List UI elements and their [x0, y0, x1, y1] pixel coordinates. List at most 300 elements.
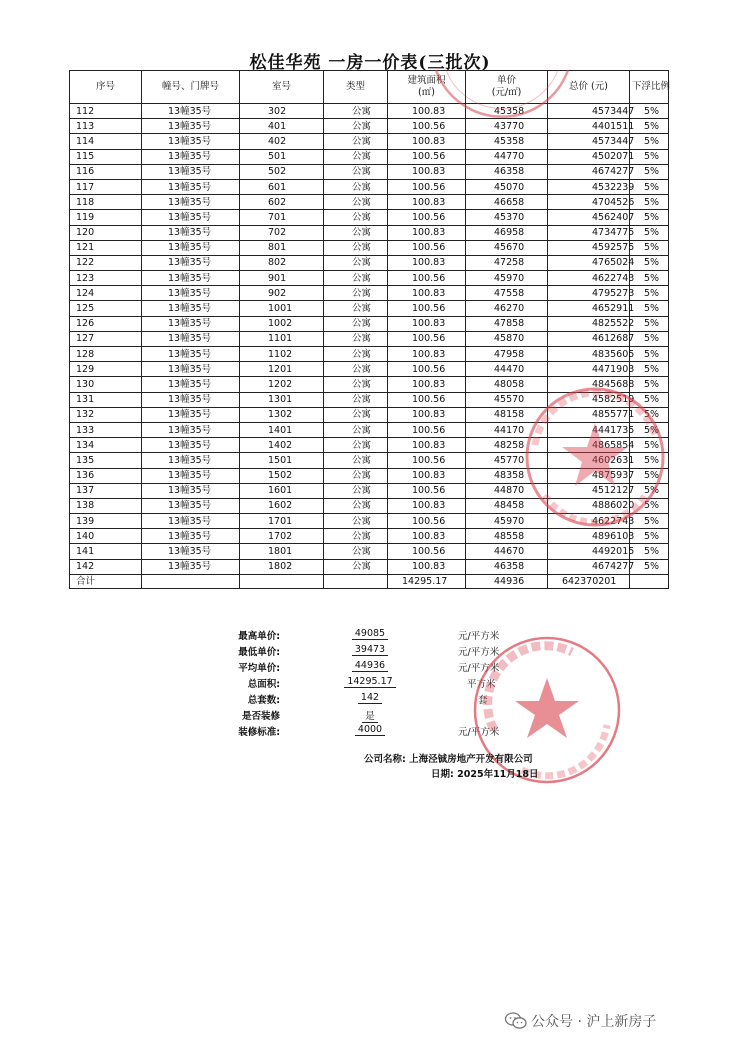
row-unit-price: 44870	[466, 483, 548, 498]
row-unit-price: 45970	[466, 514, 548, 529]
row-type: 公寓	[324, 210, 388, 225]
row-float-ratio: 5%	[630, 149, 669, 164]
row-building: 13幢35号	[142, 210, 240, 225]
row-type: 公寓	[324, 483, 388, 498]
row-type: 公寓	[324, 195, 388, 210]
row-type: 公寓	[324, 544, 388, 559]
row-float-ratio: 5%	[630, 377, 669, 392]
row-float-ratio: 5%	[630, 498, 669, 513]
table-row	[70, 255, 669, 270]
row-seq: 118	[70, 195, 142, 210]
row-building: 13幢35号	[142, 240, 240, 255]
row-total-price: 4865854	[548, 438, 630, 453]
row-float-ratio: 5%	[630, 255, 669, 270]
row-seq: 126	[70, 316, 142, 331]
row-type: 公寓	[324, 286, 388, 301]
row-seq: 136	[70, 468, 142, 483]
table-row	[70, 195, 669, 210]
row-room: 601	[240, 179, 324, 194]
row-seq: 131	[70, 392, 142, 407]
row-area: 100.83	[388, 347, 466, 362]
row-seq: 124	[70, 286, 142, 301]
row-float-ratio: 5%	[630, 104, 669, 119]
summary-decoration-standard: 装修标准: 4000 元/平方米	[238, 724, 500, 738]
company-name-value: 上海泾铖房地产开发有限公司	[409, 754, 533, 765]
date-value: 2025年11月18日	[457, 769, 539, 780]
row-building: 13幢35号	[142, 407, 240, 422]
row-area: 100.83	[388, 164, 466, 179]
row-type: 公寓	[324, 529, 388, 544]
row-total-price: 4512127	[548, 483, 630, 498]
row-seq: 127	[70, 331, 142, 346]
row-float-ratio: 5%	[630, 468, 669, 483]
row-unit-price: 48358	[466, 468, 548, 483]
header-area-line1: 建筑面积	[407, 75, 446, 86]
total-area: 14295.17	[388, 574, 466, 588]
row-building: 13幢35号	[142, 149, 240, 164]
row-seq: 140	[70, 529, 142, 544]
row-seq: 115	[70, 149, 142, 164]
row-unit-price: 46658	[466, 195, 548, 210]
row-room: 1201	[240, 362, 324, 377]
row-total-price: 4652911	[548, 301, 630, 316]
min-price-value: 39473	[352, 644, 388, 656]
row-float-ratio: 5%	[630, 119, 669, 134]
row-seq: 119	[70, 210, 142, 225]
row-area: 100.56	[388, 362, 466, 377]
row-unit-price: 48058	[466, 377, 548, 392]
row-seq: 117	[70, 179, 142, 194]
header-float-ratio: 下浮比例	[630, 71, 669, 104]
row-area: 100.56	[388, 331, 466, 346]
header-area-line2: (㎡)	[418, 87, 435, 98]
company-name	[364, 751, 533, 765]
row-total-price: 4845688	[548, 377, 630, 392]
row-unit-price: 45570	[466, 392, 548, 407]
total-units-value: 142	[358, 692, 382, 704]
row-type: 公寓	[324, 498, 388, 513]
row-area: 100.83	[388, 377, 466, 392]
row-type: 公寓	[324, 331, 388, 346]
row-total-price: 4471903	[548, 362, 630, 377]
row-seq: 123	[70, 271, 142, 286]
row-building: 13幢35号	[142, 179, 240, 194]
row-seq: 139	[70, 514, 142, 529]
row-type: 公寓	[324, 149, 388, 164]
row-total-price: 4582519	[548, 392, 630, 407]
row-area: 100.83	[388, 468, 466, 483]
row-type: 公寓	[324, 316, 388, 331]
total-avg-price: 44936	[466, 574, 548, 588]
row-type: 公寓	[324, 301, 388, 316]
row-type: 公寓	[324, 104, 388, 119]
row-float-ratio: 5%	[630, 529, 669, 544]
row-unit-price: 47558	[466, 286, 548, 301]
row-area: 100.83	[388, 104, 466, 119]
summary-avg-price: 平均单价: 44936 元/平方米	[238, 660, 500, 674]
document-title: 松佳华苑 一房一价表(三批次)	[249, 53, 491, 73]
row-room: 1301	[240, 392, 324, 407]
row-room: 901	[240, 271, 324, 286]
row-building: 13幢35号	[142, 225, 240, 240]
row-total-price: 4734775	[548, 225, 630, 240]
row-total-price: 4674277	[548, 559, 630, 574]
row-float-ratio: 5%	[630, 271, 669, 286]
row-type: 公寓	[324, 559, 388, 574]
row-room: 1002	[240, 316, 324, 331]
row-building: 13幢35号	[142, 514, 240, 529]
row-type: 公寓	[324, 271, 388, 286]
row-room: 1701	[240, 514, 324, 529]
header-room: 室号	[240, 71, 324, 104]
row-building: 13幢35号	[142, 453, 240, 468]
row-type: 公寓	[324, 468, 388, 483]
row-seq: 141	[70, 544, 142, 559]
row-float-ratio: 5%	[630, 225, 669, 240]
row-room: 1101	[240, 331, 324, 346]
row-total-price: 4622743	[548, 514, 630, 529]
row-type: 公寓	[324, 377, 388, 392]
row-type: 公寓	[324, 362, 388, 377]
row-type: 公寓	[324, 514, 388, 529]
row-building: 13幢35号	[142, 255, 240, 270]
row-total-price: 4612687	[548, 331, 630, 346]
total-label: 合计	[70, 574, 142, 588]
row-float-ratio: 5%	[630, 544, 669, 559]
row-unit-price: 45970	[466, 271, 548, 286]
row-area: 100.83	[388, 559, 466, 574]
row-seq: 133	[70, 422, 142, 437]
row-total-price: 4886020	[548, 498, 630, 513]
row-unit-price: 44170	[466, 422, 548, 437]
avg-price-value: 44936	[352, 660, 388, 672]
row-building: 13幢35号	[142, 347, 240, 362]
row-area: 100.83	[388, 316, 466, 331]
row-float-ratio: 5%	[630, 514, 669, 529]
row-float-ratio: 5%	[630, 210, 669, 225]
row-type: 公寓	[324, 347, 388, 362]
row-room: 1401	[240, 422, 324, 437]
row-building: 13幢35号	[142, 559, 240, 574]
row-area: 100.83	[388, 529, 466, 544]
row-building: 13幢35号	[142, 498, 240, 513]
row-room: 1302	[240, 407, 324, 422]
row-building: 13幢35号	[142, 134, 240, 149]
row-float-ratio: 5%	[630, 483, 669, 498]
row-building: 13幢35号	[142, 392, 240, 407]
row-total-price: 4765024	[548, 255, 630, 270]
row-seq: 113	[70, 119, 142, 134]
table-row	[70, 271, 669, 286]
row-room: 602	[240, 195, 324, 210]
row-area: 100.56	[388, 271, 466, 286]
table-row	[70, 119, 669, 134]
table-header	[70, 71, 669, 104]
row-room: 401	[240, 119, 324, 134]
row-total-price: 4875937	[548, 468, 630, 483]
row-total-price: 4602631	[548, 453, 630, 468]
row-area: 100.83	[388, 438, 466, 453]
row-type: 公寓	[324, 119, 388, 134]
row-float-ratio: 5%	[630, 347, 669, 362]
row-room: 1601	[240, 483, 324, 498]
row-float-ratio: 5%	[630, 362, 669, 377]
row-seq: 120	[70, 225, 142, 240]
row-seq: 132	[70, 407, 142, 422]
row-total-price: 4704526	[548, 195, 630, 210]
total-area-value: 14295.17	[344, 676, 395, 688]
row-unit-price: 44670	[466, 544, 548, 559]
row-unit-price: 46958	[466, 225, 548, 240]
header-type: 类型	[324, 71, 388, 104]
row-float-ratio: 5%	[630, 316, 669, 331]
row-building: 13幢35号	[142, 529, 240, 544]
row-total-price: 4573447	[548, 104, 630, 119]
row-unit-price: 48558	[466, 529, 548, 544]
row-area: 100.83	[388, 286, 466, 301]
row-total-price: 4795273	[548, 286, 630, 301]
row-area: 100.56	[388, 544, 466, 559]
total-empty-type	[324, 574, 388, 588]
watermark	[505, 1011, 656, 1031]
table-row	[70, 210, 669, 225]
row-float-ratio: 5%	[630, 559, 669, 574]
row-building: 13幢35号	[142, 195, 240, 210]
total-price-sum: 642370201	[548, 574, 630, 588]
table-row	[70, 225, 669, 240]
row-building: 13幢35号	[142, 483, 240, 498]
table-row	[70, 529, 669, 544]
row-room: 1202	[240, 377, 324, 392]
row-room: 402	[240, 134, 324, 149]
row-unit-price: 45070	[466, 179, 548, 194]
row-unit-price: 45358	[466, 134, 548, 149]
row-area: 100.56	[388, 210, 466, 225]
row-seq: 114	[70, 134, 142, 149]
row-unit-price: 46358	[466, 559, 548, 574]
row-total-price: 4562407	[548, 210, 630, 225]
summary-decorated: 是否装修 是	[0, 708, 740, 722]
row-seq: 128	[70, 347, 142, 362]
row-float-ratio: 5%	[630, 195, 669, 210]
row-area: 100.56	[388, 179, 466, 194]
row-seq: 122	[70, 255, 142, 270]
row-seq: 138	[70, 498, 142, 513]
row-area: 100.83	[388, 255, 466, 270]
table-row	[70, 316, 669, 331]
row-room: 1702	[240, 529, 324, 544]
row-unit-price: 45770	[466, 453, 548, 468]
row-seq: 112	[70, 104, 142, 119]
row-total-price: 4441735	[548, 422, 630, 437]
summary-total-units: 总套数: 142 套	[247, 692, 488, 706]
row-area: 100.83	[388, 225, 466, 240]
row-building: 13幢35号	[142, 468, 240, 483]
row-unit-price: 44470	[466, 362, 548, 377]
row-seq: 134	[70, 438, 142, 453]
total-empty-float	[630, 574, 669, 588]
row-building: 13幢35号	[142, 316, 240, 331]
row-building: 13幢35号	[142, 331, 240, 346]
row-room: 902	[240, 286, 324, 301]
row-unit-price: 46358	[466, 164, 548, 179]
row-unit-price: 47858	[466, 316, 548, 331]
row-total-price: 4855771	[548, 407, 630, 422]
row-area: 100.56	[388, 240, 466, 255]
row-room: 501	[240, 149, 324, 164]
row-building: 13幢35号	[142, 119, 240, 134]
row-type: 公寓	[324, 392, 388, 407]
row-seq: 125	[70, 301, 142, 316]
row-unit-price: 48158	[466, 407, 548, 422]
row-building: 13幢35号	[142, 377, 240, 392]
row-room: 1502	[240, 468, 324, 483]
row-float-ratio: 5%	[630, 240, 669, 255]
table-row	[70, 240, 669, 255]
table-row	[70, 544, 669, 559]
row-total-price: 4502071	[548, 149, 630, 164]
row-unit-price: 48458	[466, 498, 548, 513]
company-label: 公司名称:	[364, 754, 406, 765]
header-price-line1: 单价	[496, 75, 516, 86]
row-unit-price: 47958	[466, 347, 548, 362]
row-type: 公寓	[324, 164, 388, 179]
row-total-price: 4592575	[548, 240, 630, 255]
table-row	[70, 104, 669, 119]
max-price-value: 49085	[352, 628, 388, 640]
row-unit-price: 44770	[466, 149, 548, 164]
row-room: 701	[240, 210, 324, 225]
row-float-ratio: 5%	[630, 286, 669, 301]
row-area: 100.83	[388, 134, 466, 149]
row-seq: 116	[70, 164, 142, 179]
row-type: 公寓	[324, 240, 388, 255]
header-total-price: 总价 (元)	[548, 71, 630, 104]
row-room: 1602	[240, 498, 324, 513]
summary-max-price: 最高单价: 49085 元/平方米	[238, 628, 500, 642]
row-unit-price: 48258	[466, 438, 548, 453]
summary-min-price: 最低单价: 39473 元/平方米	[238, 644, 500, 658]
row-float-ratio: 5%	[630, 438, 669, 453]
row-area: 100.83	[388, 498, 466, 513]
row-unit-price: 47258	[466, 255, 548, 270]
row-total-price: 4401511	[548, 119, 630, 134]
row-room: 1102	[240, 347, 324, 362]
summary-total-area: 总面积: 14295.17 平方米	[247, 676, 496, 690]
table-row	[70, 331, 669, 346]
row-total-price: 4492015	[548, 544, 630, 559]
row-building: 13幢35号	[142, 164, 240, 179]
row-room: 1802	[240, 559, 324, 574]
row-unit-price: 45670	[466, 240, 548, 255]
table-row	[70, 179, 669, 194]
row-float-ratio: 5%	[630, 164, 669, 179]
row-building: 13幢35号	[142, 438, 240, 453]
row-area: 100.56	[388, 422, 466, 437]
row-room: 802	[240, 255, 324, 270]
row-seq: 130	[70, 377, 142, 392]
row-building: 13幢35号	[142, 301, 240, 316]
row-building: 13幢35号	[142, 362, 240, 377]
decoration-standard-value: 4000	[355, 724, 385, 736]
table-row	[70, 301, 669, 316]
row-float-ratio: 5%	[630, 422, 669, 437]
row-area: 100.56	[388, 392, 466, 407]
header-building: 幢号、门牌号	[142, 71, 240, 104]
row-type: 公寓	[324, 134, 388, 149]
row-area: 100.56	[388, 483, 466, 498]
company-seal-middle	[505, 385, 675, 530]
table-row	[70, 134, 669, 149]
row-room: 1501	[240, 453, 324, 468]
row-type: 公寓	[324, 453, 388, 468]
row-unit-price: 46270	[466, 301, 548, 316]
row-room: 302	[240, 104, 324, 119]
row-total-price: 4825522	[548, 316, 630, 331]
row-type: 公寓	[324, 225, 388, 240]
table-row	[70, 362, 669, 377]
row-building: 13幢35号	[142, 422, 240, 437]
date-label: 日期:	[431, 769, 454, 780]
row-type: 公寓	[324, 407, 388, 422]
row-total-price: 4532239	[548, 179, 630, 194]
row-room: 502	[240, 164, 324, 179]
wechat-icon	[505, 1012, 527, 1030]
row-float-ratio: 5%	[630, 453, 669, 468]
row-area: 100.56	[388, 514, 466, 529]
row-area: 100.56	[388, 119, 466, 134]
row-type: 公寓	[324, 255, 388, 270]
row-unit-price: 43770	[466, 119, 548, 134]
total-empty-building	[142, 574, 240, 588]
row-building: 13幢35号	[142, 271, 240, 286]
row-float-ratio: 5%	[630, 179, 669, 194]
row-building: 13幢35号	[142, 544, 240, 559]
row-seq: 121	[70, 240, 142, 255]
row-type: 公寓	[324, 422, 388, 437]
row-unit-price: 45370	[466, 210, 548, 225]
row-float-ratio: 5%	[630, 134, 669, 149]
row-float-ratio: 5%	[630, 392, 669, 407]
row-total-price: 4622743	[548, 271, 630, 286]
table-row	[70, 149, 669, 164]
company-seal-top	[428, 60, 578, 170]
row-room: 1402	[240, 438, 324, 453]
row-unit-price: 45870	[466, 331, 548, 346]
row-room: 801	[240, 240, 324, 255]
table-row	[70, 286, 669, 301]
row-float-ratio: 5%	[630, 407, 669, 422]
row-seq: 142	[70, 559, 142, 574]
table-row	[70, 164, 669, 179]
row-building: 13幢35号	[142, 286, 240, 301]
table-row	[70, 559, 669, 574]
total-row	[70, 574, 669, 588]
row-total-price: 4674277	[548, 164, 630, 179]
row-area: 100.56	[388, 149, 466, 164]
total-empty-room	[240, 574, 324, 588]
row-room: 1801	[240, 544, 324, 559]
watermark-text: 公众号 · 沪上新房子	[531, 1014, 657, 1030]
row-seq: 137	[70, 483, 142, 498]
row-area: 100.56	[388, 301, 466, 316]
row-total-price: 4835605	[548, 347, 630, 362]
row-total-price: 4573447	[548, 134, 630, 149]
row-room: 702	[240, 225, 324, 240]
row-building: 13幢35号	[142, 104, 240, 119]
row-type: 公寓	[324, 179, 388, 194]
row-area: 100.56	[388, 453, 466, 468]
